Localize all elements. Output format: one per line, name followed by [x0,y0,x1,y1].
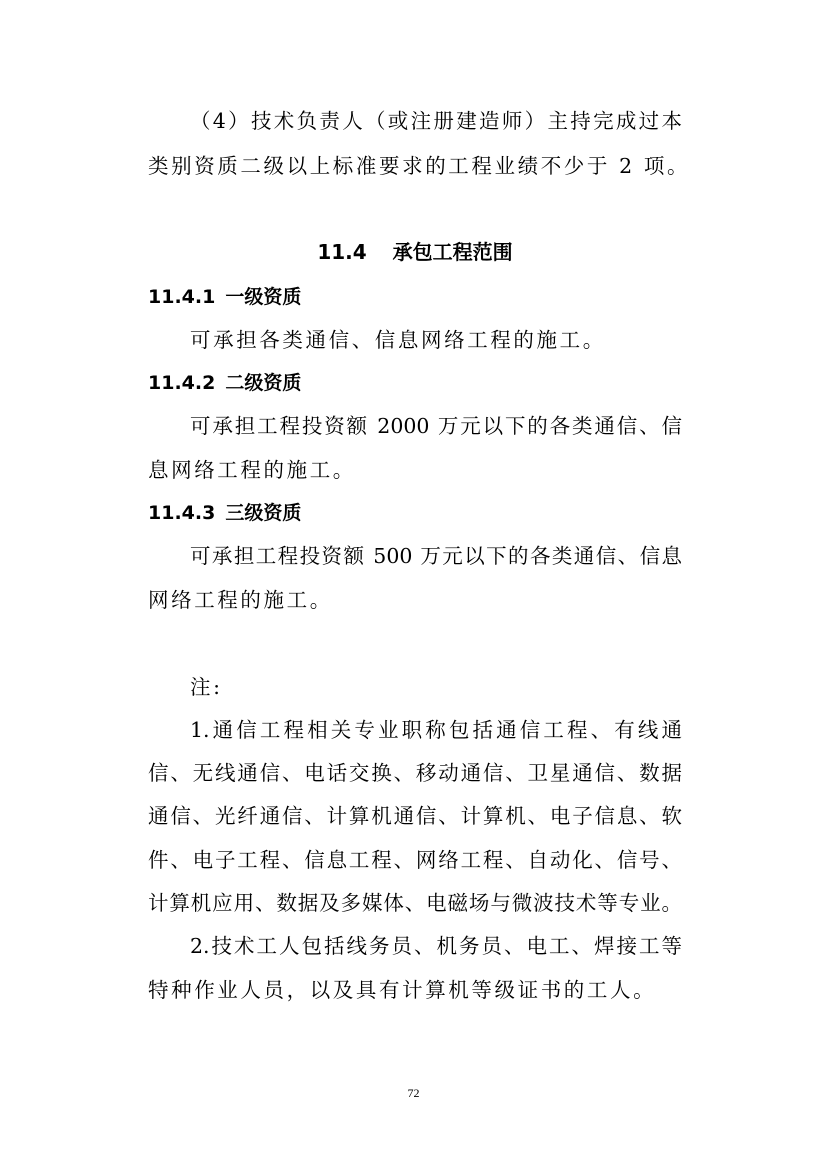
note-line: 1.通信工程相关专业职称包括通信工程、有线通 [190,718,682,742]
subsection-number: 11.4.1 [148,286,216,308]
note-line: 2.技术工人包括线务员、机务员、电工、焊接工等 [190,934,682,958]
subsection-title: 三级资质 [225,502,302,524]
subsection-number: 11.4.3 [148,502,216,524]
note-line: 计算机应用、数据及多媒体、电磁场与微波技术等专业。 [148,891,682,915]
note-line: 件、电子工程、信息工程、网络工程、自动化、信号、 [148,848,682,872]
subsection-heading-grade1 [148,282,301,312]
notes-label: 注: [190,675,223,699]
section-number: 11.4 [317,240,367,264]
subsection-title: 二级资质 [225,372,302,394]
subsection-heading-grade3 [148,498,301,528]
subsection-title: 一级资质 [225,286,302,308]
paragraph-line: 网络工程的施工。 [148,588,333,612]
paragraph-line: 可承担工程投资额 500 万元以下的各类通信、信息 [190,544,682,568]
page-number: 72 [407,1086,420,1100]
subsection-number: 11.4.2 [148,372,216,394]
subsection-heading-grade2 [148,368,301,398]
paragraph-line: 可承担工程投资额 2000 万元以下的各类通信、信 [190,414,682,438]
section-heading [148,237,682,267]
paragraph-line: 息网络工程的施工。 [148,458,356,482]
paragraph-line: 可承担各类通信、信息网络工程的施工。 [190,328,606,352]
section-title: 承包工程范围 [392,240,513,264]
note-line: 信、无线通信、电话交换、移动通信、卫星通信、数据 [148,761,682,785]
paragraph-line: 类别资质二级以上标准要求的工程业绩不少于 2 项。 [148,154,691,178]
paragraph-line: （4）技术负责人（或注册建造师）主持完成过本 [190,109,682,133]
note-line: 通信、光纤通信、计算机通信、计算机、电子信息、软 [148,804,682,828]
note-line: 特种作业人员，以及具有计算机等级证书的工人。 [148,978,657,1002]
